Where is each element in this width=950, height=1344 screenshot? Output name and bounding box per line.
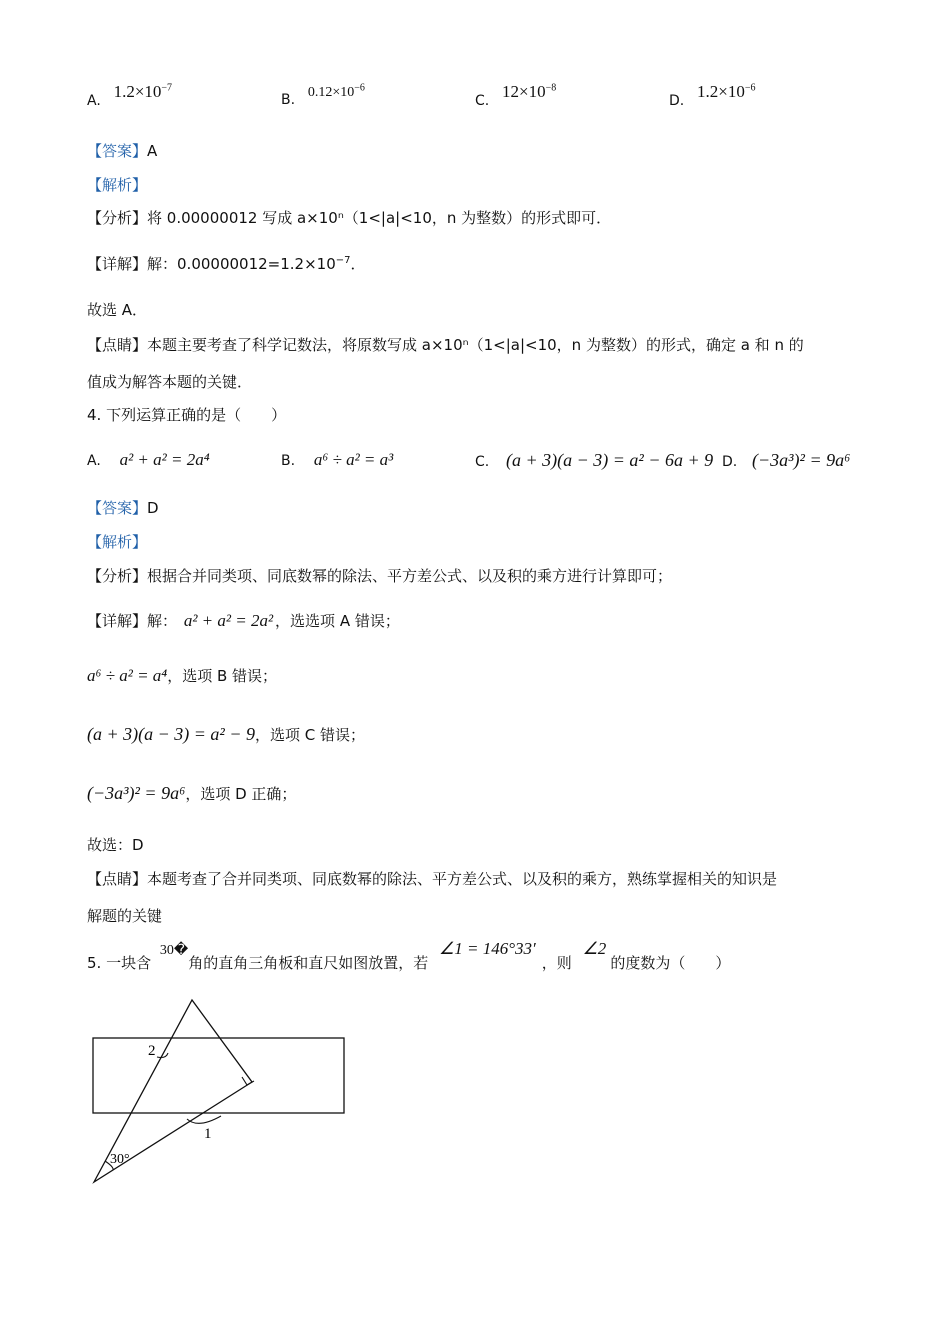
q4-dianjing-line2: 解题的关键 [87,907,163,925]
answer-value: D [147,499,159,517]
option-value: $1.2\times 10^{-6}$ [697,82,756,101]
q4-answer [87,497,159,518]
q4-xiangjie-step-4 [87,783,296,804]
q4-option-b[interactable] [281,450,393,470]
q3-option-a[interactable] [87,82,173,110]
option-expr: a² + a² = 2a⁴ [119,450,210,469]
xiangjie-prefix: 解： [147,612,178,630]
q3-xiangjie: 【详解】解：$0.00000012=1.2\times 10^{-7}$． [87,255,366,273]
step-expr: a⁶ ÷ a² = a⁴ [87,666,168,685]
q5-figure [80,995,360,1190]
right-angle-mark [242,1077,254,1085]
option-letter: A. [87,93,101,109]
q4-option-c[interactable] [475,450,713,471]
option-value: $1.2\times 10^{-7}$ [113,82,173,101]
q4-xiangjie-step-2 [87,665,277,686]
q3-fenxi [87,207,611,228]
xiangjie-exp: −7 [335,255,351,266]
step-expr: a² + a² = 2a² [183,611,274,630]
answer-value: A [147,142,158,160]
q3-option-b[interactable] [281,82,365,109]
q3-dianjing [87,334,804,355]
step-note: ，选项 D 正确； [185,785,297,803]
step-note: ，选项 C 错误； [254,726,365,744]
dianjing-tag: 【点睛】 [87,336,148,354]
dianjing-line1: 本题考查了合并同类项、同底数幂的除法、平方差公式、以及积的乘方，熟练掌握相关的知识是 [147,870,778,888]
angle-1-label: 1 [204,1126,212,1142]
q4-xiangjie-step-1 [87,610,400,631]
option-value: $12\times 10^{-8}$ [502,82,557,101]
option-value: $0.12\times 10^{-6}$ [307,82,365,100]
q4-analysis-tag: 【解析】 [87,533,148,551]
step-expr: (a + 3)(a − 3) = a² − 9 [87,724,255,744]
q5-angle1: ∠1 = 146°33′ [439,939,536,958]
q5-stem: 5. 一块含 30�角的直角三角板和直尺如图放置，若 ∠1 = 146°33′，则 ∠2的度数为（ ） [87,939,731,972]
q3-guxuan: 故选 A． [87,301,148,319]
answer-tag: 【答案】 [87,499,148,517]
q5-angle2: ∠2 [582,939,607,958]
q4-stem: 4. 下列运算正确的是（ ） [87,406,287,424]
q4-dianjing [87,868,777,889]
dianjing-tag: 【点睛】 [87,870,148,888]
fenxi-text: 将 0.00000012 写成 a×10ⁿ（1<|a|<10，n 为整数）的形式即可． [147,209,612,227]
option-letter: D. [722,454,738,470]
answer-tag: 【答案】 [87,142,148,160]
q4-fenxi [87,565,672,586]
xiangjie-text: 解：0.00000012=1.2×10 [147,255,336,273]
q3-option-d[interactable] [669,82,756,110]
step-expr: (−3a³)² = 9a⁶ [87,783,186,803]
q3-dianjing-line2: 值成为解答本题的关键． [87,373,253,391]
q4-option-d[interactable] [722,450,850,471]
step-note: ，选选项 A 错误； [275,612,400,630]
option-expr: (−3a³)² = 9a⁶ [752,450,851,470]
dianjing-line1: 本题主要考查了科学记数法，将原数写成 a×10ⁿ（1<|a|<10，n 为整数）的形式，确定 a 和 n 的 [147,336,804,354]
fenxi-tag: 【分析】 [87,567,148,585]
option-letter: A. [87,453,101,469]
q5-30-degree: 30� [159,943,189,958]
angle-30-label: 30° [110,1152,130,1167]
option-expr: (a + 3)(a − 3) = a² − 6a + 9 [506,450,714,470]
xiangjie-tag: 【详解】 [87,255,148,273]
fenxi-text: 根据合并同类项、同底数幂的除法、平方差公式、以及积的乘方进行计算即可； [147,567,673,585]
q3-answer [87,140,157,161]
q3-option-c[interactable] [475,82,557,110]
q4-xiangjie-step-3 [87,724,365,745]
q3-analysis-tag: 【解析】 [87,176,148,194]
option-letter: B. [281,453,296,469]
angle-2-label: 2 [148,1043,156,1059]
q4-guxuan: 故选：D [87,836,144,854]
option-letter: C. [475,93,490,109]
option-letter: B. [281,92,296,108]
fenxi-tag: 【分析】 [87,209,148,227]
option-expr: a⁶ ÷ a² = a³ [313,450,394,469]
option-letter: D. [669,93,685,109]
option-letter: C. [475,454,490,470]
ruler-rectangle [93,1038,344,1113]
step-note: ，选项 B 错误； [167,667,278,685]
xiangjie-tag: 【详解】 [87,612,148,630]
q4-option-a[interactable] [87,450,210,470]
